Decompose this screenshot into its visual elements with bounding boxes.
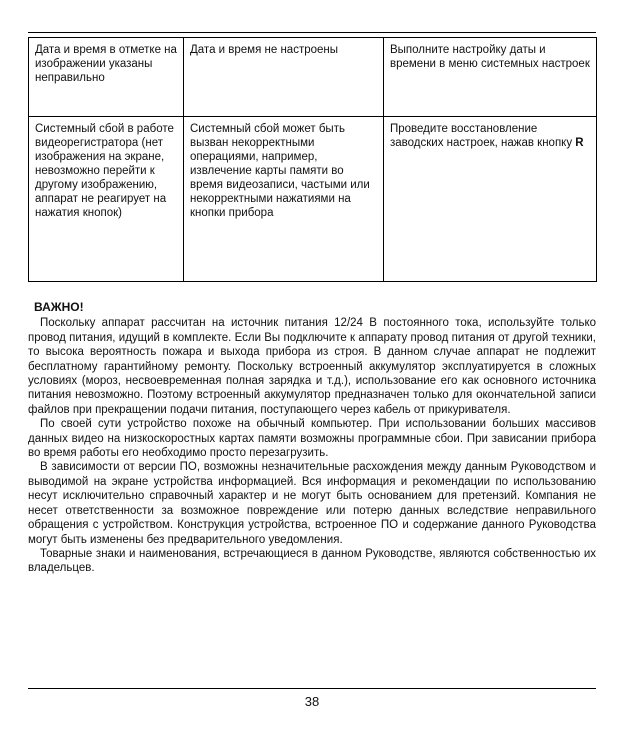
cause-cell: Системный сбой может быть вызван некорректными операциями, например, извлечение карты памяти во время видеозаписи, частыми или некорректными нажатиями на кнопки прибора bbox=[184, 117, 384, 282]
bottom-rule bbox=[28, 688, 596, 689]
notes-heading: ВАЖНО! bbox=[34, 300, 84, 314]
notes-paragraph: Товарные знаки и наименования, встречающиеся в данном Руководстве, являются собственностью их владельцев. bbox=[28, 547, 596, 575]
notes-paragraph: Поскольку аппарат рассчитан на источник питания 12/24 В постоянного тока, используйте только провод питания, идущий в комплекте. Если Вы подключите к аппарату провод питания от другой техники, то высока вероятность пожара и выхода прибора из строя. В данном случае аппарат не подлежит бесплатному гарантийному ремонту. Поскольку встроенный аккумулятор эксплуатируется в сложных условиях (мороз, несвоевременная полная зарядка и т.д.), использование его как основного источника питания невозможно. Поэтому встроенный аккумулятор предназначен только для окончательной записи файлов при прекращении подачи питания, поступающего через кабель от прикуривателя. bbox=[28, 317, 596, 416]
reset-key-label: R bbox=[575, 137, 584, 149]
table-row bbox=[29, 38, 597, 117]
notes-paragraph: По своей сути устройство похоже на обычный компьютер. При использовании больших массивов данных видео на низкоскоростных картах памяти возможны программные сбои. При зависании прибора во время работы его необходимо просто перезагрузить. bbox=[28, 418, 596, 460]
troubleshooting-table bbox=[28, 37, 597, 282]
top-rule bbox=[28, 32, 596, 33]
solution-text: Проведите восстановление заводских настроек, нажав кнопку bbox=[390, 123, 576, 149]
solution-cell bbox=[384, 117, 597, 282]
page-number: 38 bbox=[304, 694, 320, 709]
solution-cell: Выполните настройку даты и времени в меню системных настроек bbox=[384, 38, 597, 117]
problem-cell: Дата и время в отметке на изображении указаны неправильно bbox=[29, 38, 184, 117]
cause-cell: Дата и время не настроены bbox=[184, 38, 384, 117]
table-row bbox=[29, 117, 597, 282]
important-notes bbox=[28, 300, 596, 576]
problem-cell: Системный сбой в работе видеорегистратора (нет изображения на экране, невозможно перейти к другому изображению, аппарат не реагирует на нажатия кнопок) bbox=[29, 117, 184, 282]
notes-paragraph: В зависимости от версии ПО, возможны незначительные расхождения между данным Руководством и выводимой на экране устройства информацией. Вся информация и рекомендации по использованию несут исключительно справочный характер и не могут быть основанием для претензий. Компания не несет ответственности за возможное повреждение или потерю данных вследствие неправильного обращения с устройством. Конструкция устройства, встроенное ПО и содержание данного Руководства могут быть изменены без предварительного уведомления. bbox=[28, 461, 596, 546]
